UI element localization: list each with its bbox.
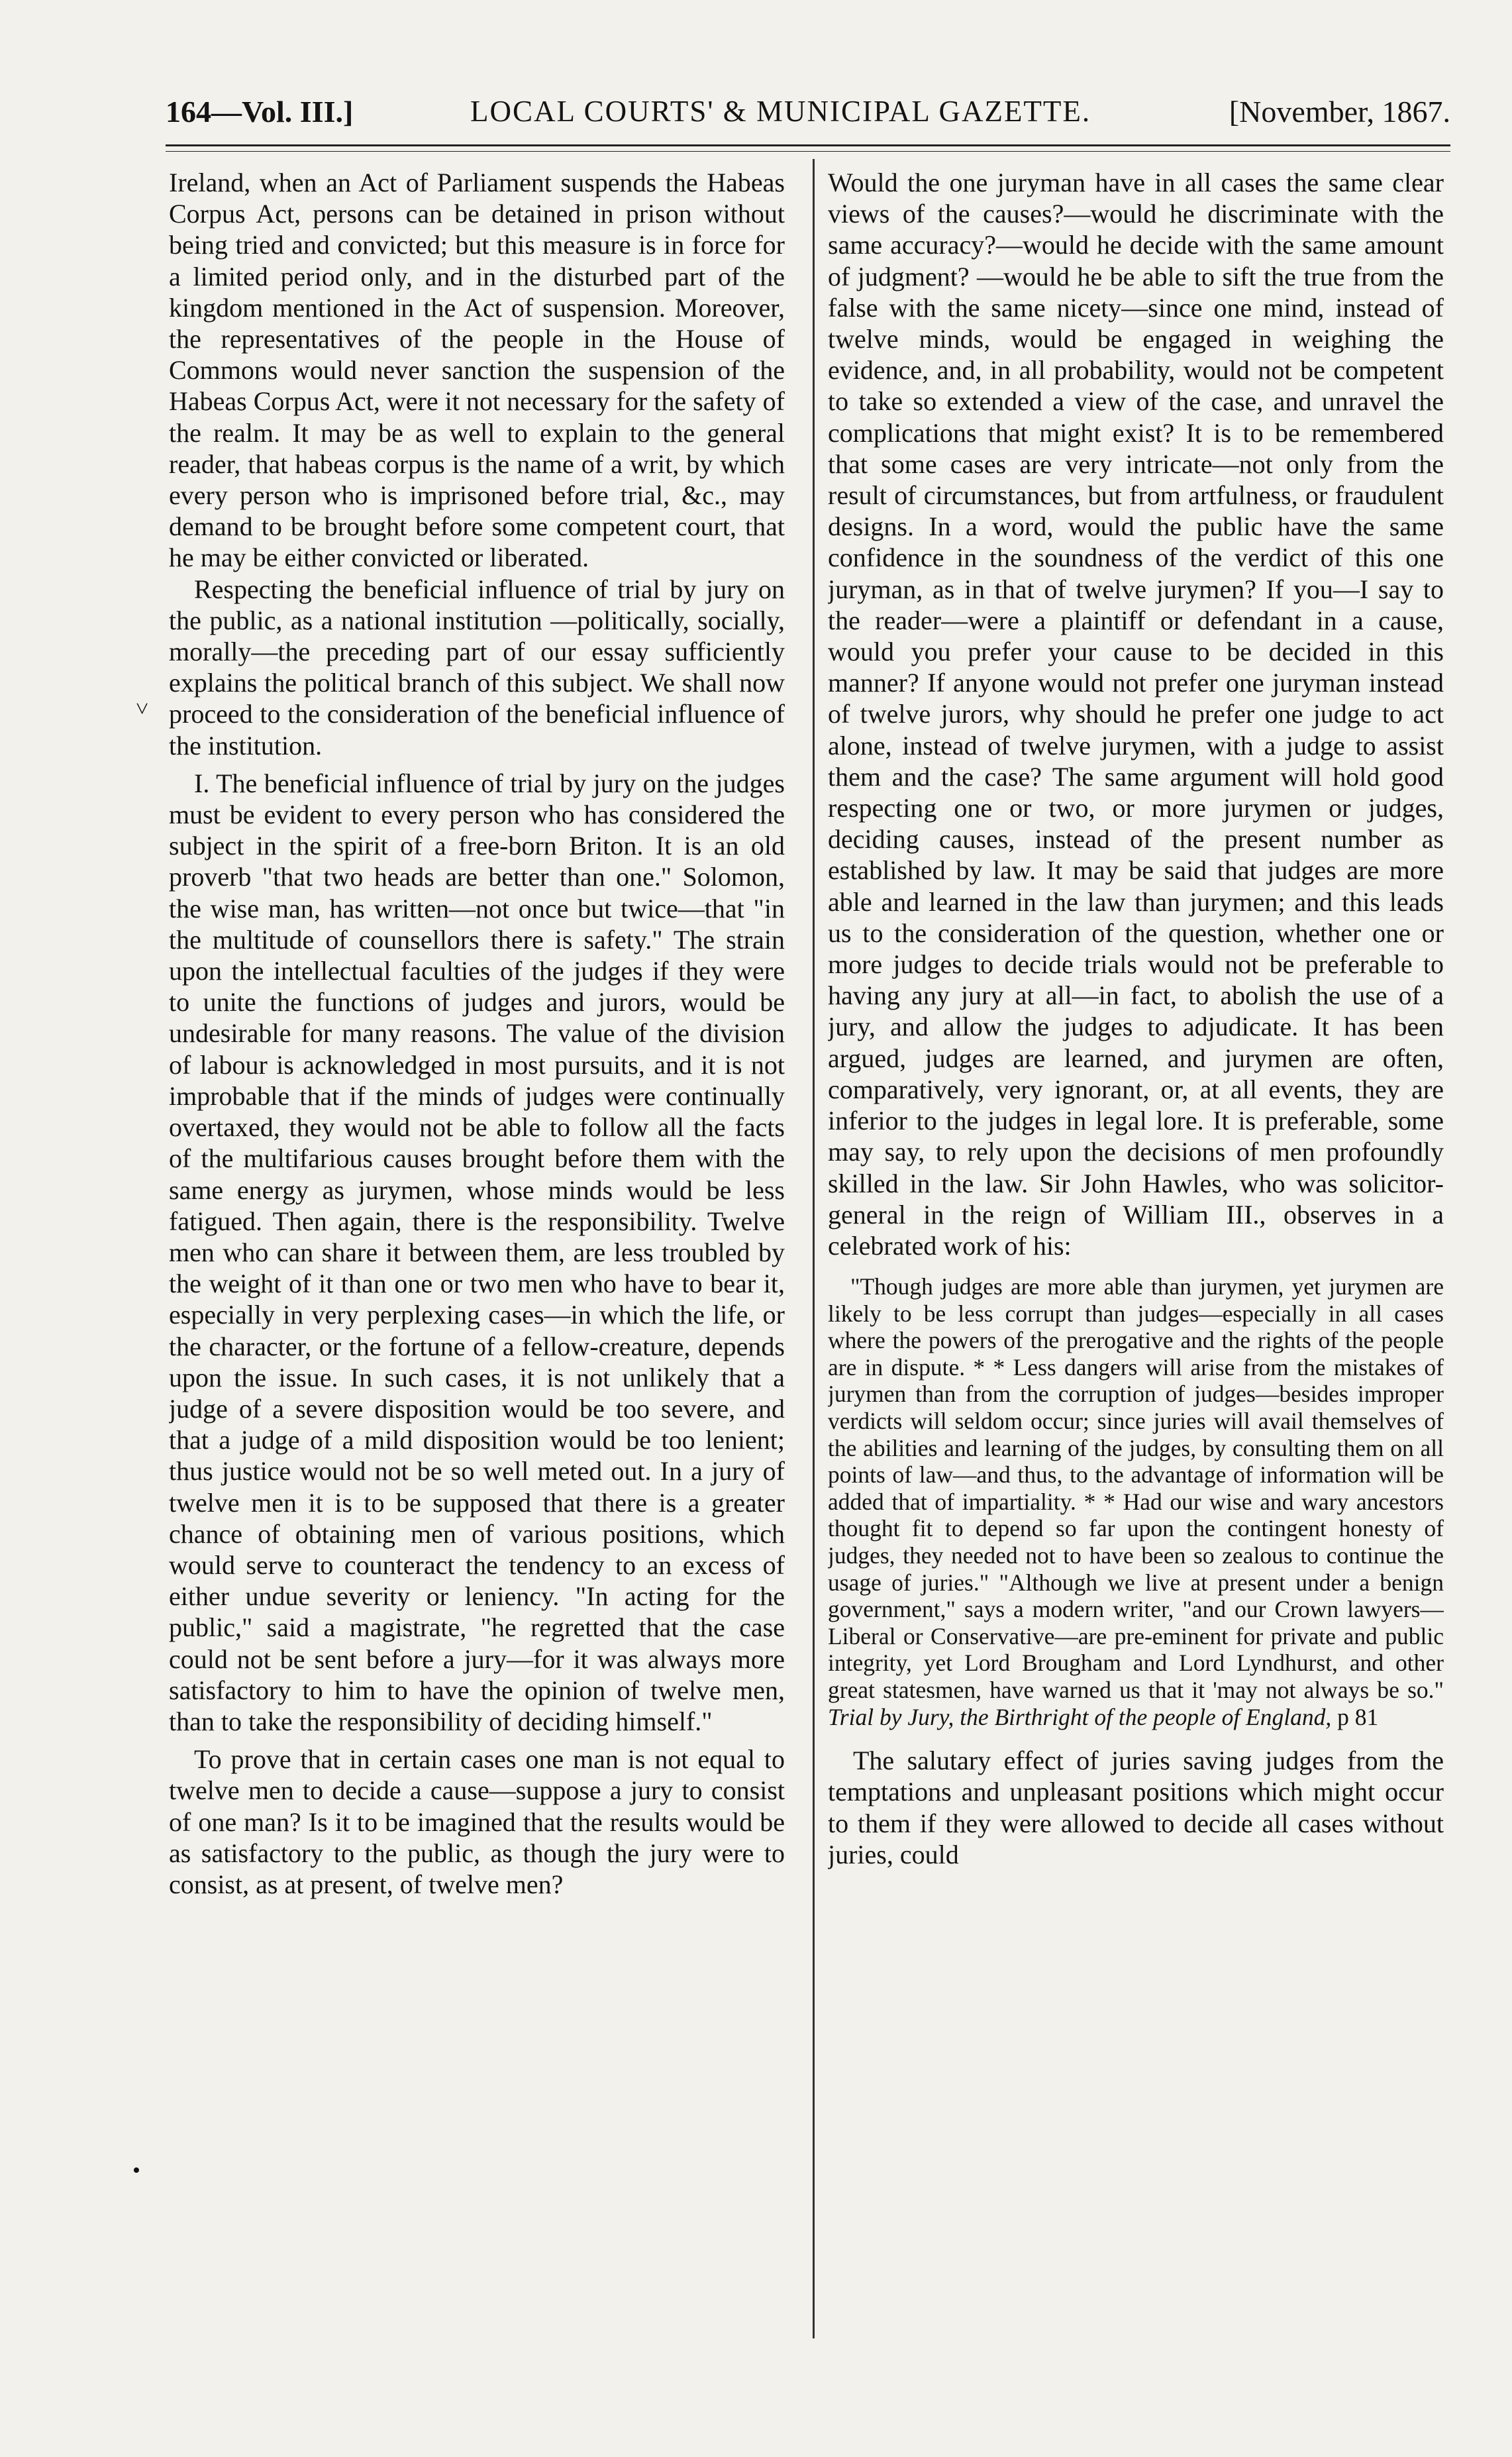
block-quote-hawles [828,1273,1444,1730]
left-paragraph-public-influence: Respecting the beneficial influence of trial by jury on the public, as a national institution —politically, socially, morally—the preceding part of our essay sufficiently explains the political branch of this subject. We shall now proceed to the consideration of the beneficial influence of the institution. [169,574,785,760]
running-head [166,94,1450,134]
right-paragraph-salutary-effect: The salutary effect of juries saving judges from the temptations and unpleasant positions which might occur to them if they were allowed to decide all cases without juries, could [828,1746,1444,1869]
left-column [169,167,785,1900]
margin-bullet-mark: • [132,2158,140,2183]
left-paragraph-one-man-jury: To prove that in certain cases one man is not equal to twelve men to decide a cause—suppose a jury to consist of one man? Is it to be imagined that the results would be as satisfactory to the public, as though the jury were to consist, as at present, of twelve men? [169,1744,785,1899]
right-column [828,167,1444,1870]
header-rule-thick [166,144,1450,146]
page-volume-label: 164—Vol. III.] [166,95,354,129]
column-divider [813,159,815,2338]
left-paragraph-habeas-corpus: Ireland, when an Act of Parliament suspends the Habeas Corpus Act, persons can be detained in prison without being tried and convicted; but this measure is in force for a limited period only, and in the disturbed part of the kingdom mentioned in the Act of suspension. Moreover, the representatives of the people in the House of Commons would never sanction the suspension of the Habeas Corpus Act, were it not necessary for the safety of the realm. It may be as well to explain to the general reader, that habeas corpus is the name of a writ, by which every person who is imprisoned before trial, &c., may demand to be brought before some competent court, that he may be either convicted or liberated. [169,168,785,573]
journal-title: LOCAL COURTS' & MUNICIPAL GAZETTE. [470,95,1091,128]
quote-source-title: Trial by Jury, the Birthright of the people of England, [828,1703,1332,1730]
issue-date: [November, 1867. [1229,95,1450,129]
right-paragraph-one-juryman: Would the one juryman have in all cases the same clear views of the causes?—would he discriminate with the same accuracy?—would he decide with the same amount of judgment? —would he be able to sift the true from the false with the same nicety—since one mind, instead of twelve minds, would be engaged in weighing the evidence, and, in all probability, would not be competent to take so extended a view of the case, and unravel the complications that might exist? It is to be remembered that some cases are very intricate—not only from the result of circumstances, but from artfulness, or fraudulent designs. In a word, would the public have the same confidence in the soundness of the verdict of this one juryman, as in that of twelve jurymen? If you—I say to the reader—were a plaintiff or defendant in a cause, would you prefer your cause to be decided in this manner? If anyone would not prefer one juryman instead of twelve jurors, why should he prefer one judge to act alone, instead of twelve jurymen, with a judge to assist them and the case? The same argument will hold good respecting one or two, or more jurymen or judges, deciding causes, instead of the present number as established by law. It may be said that judges are more able and learned in the law than jurymen; and this leads us to the consideration of the question, whether one or more judges to decide trials would not be preferable to having any jury at all—in fact, to abolish the use of a jury, and allow the judges to adjudicate. It has been argued, judges are learned, and jurymen are often, comparatively, very ignorant, or, at all events, they are inferior to the judges in legal lore. It is preferable, some may say, to rely upon the decisions of men profoundly skilled in the law. Sir John Hawles, who was solicitor-general in the reign of William III., observes in a celebrated work of his: [828,168,1444,1261]
margin-check-mark: ˅ [136,697,149,721]
left-paragraph-influence-on-judges: I. The beneficial influence of trial by jury on the judges must be evident to every person who has considered the subject in the spirit of a free-born Briton. It is an old proverb "that two heads are better than one." Solomon, the wise man, has written—not once but twice—that "in the multitude of counsellors there is safety." The strain upon the intellectual faculties of the judges if they were to unite the functions of judges and jurors, would be undesirable for many reasons. The value of the division of labour is acknowledged in most pursuits, and it is not improbable that if the minds of judges were continually overtaxed, they would not be able to follow all the facts of the multifarious causes brought before them with the same energy as jurymen, whose minds would be less fatigued. Then again, there is the responsibility. Twelve men who can share it between them, are less troubled by the weight of it than one or two men who have to bear it, especially in very perplexing cases—in which the life, or the character, or the fortune of a fellow-creature, depends upon the issue. In such cases, it is not unlikely that a judge of a severe disposition would be too severe, and that a judge of a mild disposition would be too lenient; thus justice would not be so well meted out. In a jury of twelve men it is to be supposed that there is a greater chance of obtaining men of various positions, which would serve to counteract the tendency to an excess of either undue severity or leniency. "In acting for the public," said a magistrate, "he regretted that the case could not be sent before a jury—for it was always more satisfactory to him to have the opinion of twelve men, than to take the responsibility of deciding himself." [169,768,785,1736]
quote-source-page: p 81 [1337,1703,1379,1730]
quote-text: "Though judges are more able than jurymen, yet jurymen are likely to be less corrupt than judges—especially in all cases where the powers of the prerogative and the rights of the people are in dispute. * * Less dangers will arise from the mistakes of jurymen than from the corruption of judges—besides improper verdicts will seldom occur; since juries will avail themselves of the abilities and learning of the judges, by consulting them on all points of law—and thus, to the advantage of information will be added that of impartiality. * * Had our wise and wary ancestors thought fit to depend so far upon the contingent honesty of judges, they needed not to have been so zealous to continue the usage of juries." "Although we live at present under a benign government," says a modern writer, "and our Crown lawyers—Liberal or Conservative—are pre-eminent for private and public integrity, yet Lord Brougham and Lord Lyndhurst, and other great statesmen, have warned us that it 'may not always be so." [828,1273,1444,1704]
header-rule-thin [166,151,1450,152]
